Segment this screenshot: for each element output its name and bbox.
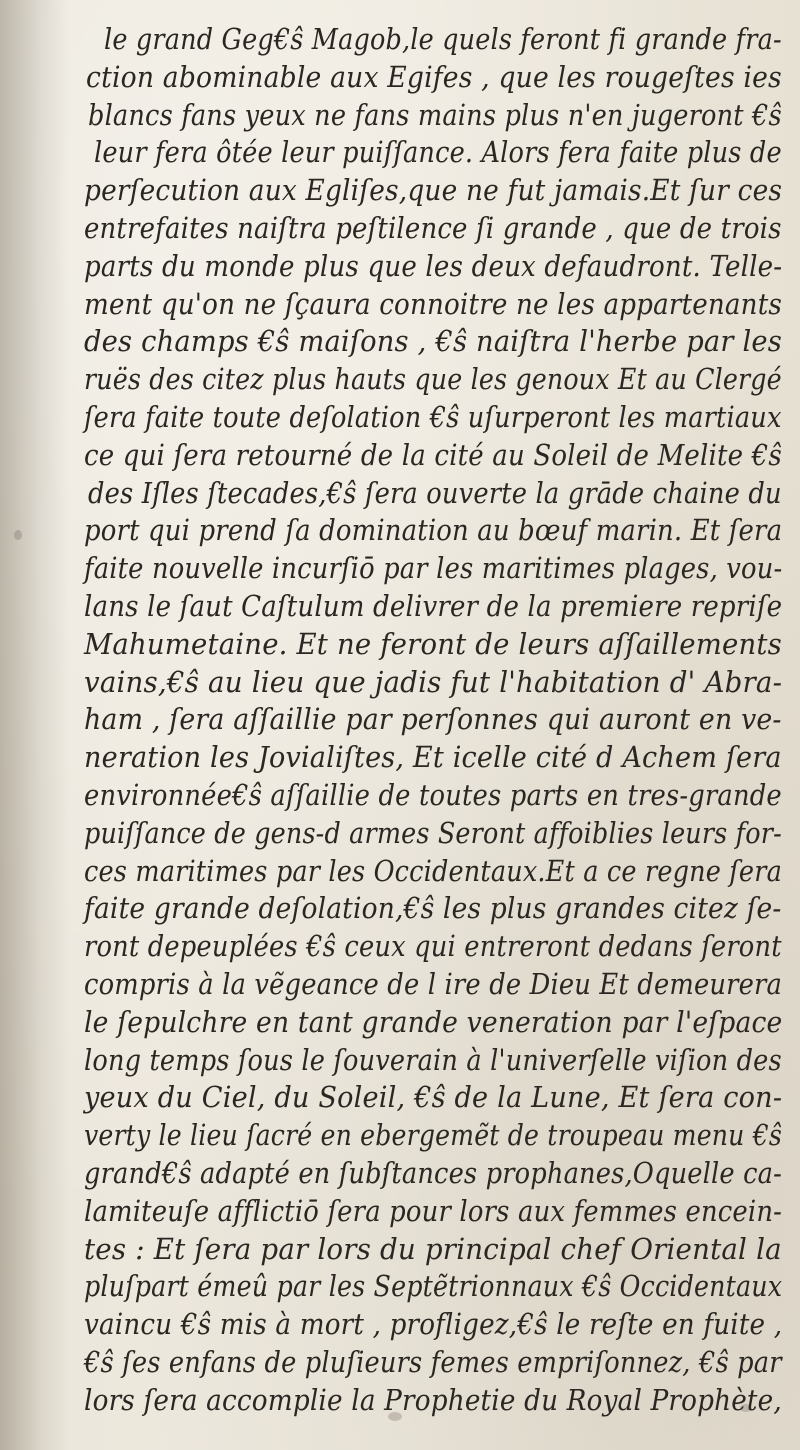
text-line: perſecution aux Egliſes,que ne fut jamais.Et ſur ces <box>84 173 783 208</box>
text-line: blancs fans yeux ne fans mains plus n'en jugeront €ŝ <box>88 97 782 132</box>
text-line: des Iſles ſtecades,€ŝ ſera ouverte la grāde chaine du <box>88 475 782 510</box>
text-line: ham , ſera aſſaillie par perſonnes qui auront en ve- <box>84 702 782 737</box>
text-line: ſera faite toute deſolation €ŝ uſurperont les martiaux <box>84 400 782 434</box>
text-line: parts du monde plus que les deux defaudront. Telle- <box>84 248 783 283</box>
text-line: ment qu'on ne ſçaura connoitre ne les appartenants <box>84 286 782 321</box>
text-line: le grand Geg€ŝ Magob,le quels feront fi grande fra- <box>104 22 782 56</box>
text-line: yeux du Ciel, du Soleil, €ŝ de la Lune, Et ſera con- <box>84 1080 783 1115</box>
text-line: Mahumetaine. Et ne feront de leurs aſſaillements <box>84 626 782 661</box>
text-line: lamiteuſe afflictiō ſera pour lors aux femmes encein- <box>84 1193 783 1228</box>
text-line: faite grande deſolation,€ŝ les plus grandes citez ſe- <box>84 891 782 926</box>
text-line: ces maritimes par les Occidentaux.Et a ce regne ſera <box>84 853 782 888</box>
text-line: vains,€ŝ au lieu que jadis fut l'habitation d' Abra- <box>84 664 783 699</box>
text-line: ce qui ſera retourné de la cité au Soleil de Melite €ŝ <box>84 437 782 472</box>
text-line: leur fera ôtée leur puiſſance. Alors fera faite plus de <box>94 135 782 170</box>
text-line: long temps ſous le ſouverain à l'univerſelle viſion des <box>84 1042 782 1077</box>
text-line: port qui prend ſa domination au bœuf marin. Et ſera <box>84 513 783 548</box>
text-line: tes : Et ſera par lors du principal chef Oriental la <box>84 1231 782 1266</box>
text-line: ruës des citez plus hauts que les genoux Et au Clergé <box>84 362 782 397</box>
text-line: verty le lieu ſacré en ebergemẽt de troupeau menu €ŝ <box>84 1118 783 1153</box>
text-line: entrefaites naiſtra peſtilence ſi grande , que de trois <box>84 211 782 245</box>
text-line: lors ſera accomplie la Prophetie du Royal Prophète, <box>84 1382 782 1417</box>
text-line: neration les Jovialiſtes, Et icelle cité d Achem ſera <box>84 740 782 775</box>
text-line: ront depeuplées €ŝ ceux qui entreront dedans ſeront <box>84 929 782 964</box>
text-line: €ŝ ſes enfans de pluſieurs femes empriſonnez, €ŝ par <box>84 1345 782 1379</box>
text-line: ction abominable aux Egifes , que les rougeſtes ies <box>86 59 782 94</box>
text-line: lans le ſaut Caſtulum delivrer de la premiere repriſe <box>84 589 783 623</box>
text-line: pluſpart émeû par les Septẽtrionnaux €ŝ Occidentaux <box>84 1269 783 1304</box>
text-line: compris à la vẽgeance de l ire de Dieu Et demeurera <box>84 967 783 1001</box>
text-line: environnée€ŝ aſſaillie de toutes parts en tres-grande <box>84 778 782 812</box>
text-line: puiſſance de gens-d armes Seront affoiblies leurs for- <box>84 815 782 850</box>
text-line: faite nouvelle incurſiō par les maritimes plages, vou- <box>84 551 783 586</box>
text-line: des champs €ŝ maiſons , €ŝ naiſtra l'herbe par les <box>84 324 782 359</box>
text-line: vaincu €ŝ mis à mort , profligez,€ŝ le reſte en fuite , <box>84 1307 783 1342</box>
text-line: le ſepulchre en tant grande veneration par l'eſpace <box>84 1004 783 1039</box>
text-line: grand€ŝ adapté en ſubſtances prophanes,Oquelle ca- <box>84 1156 782 1190</box>
